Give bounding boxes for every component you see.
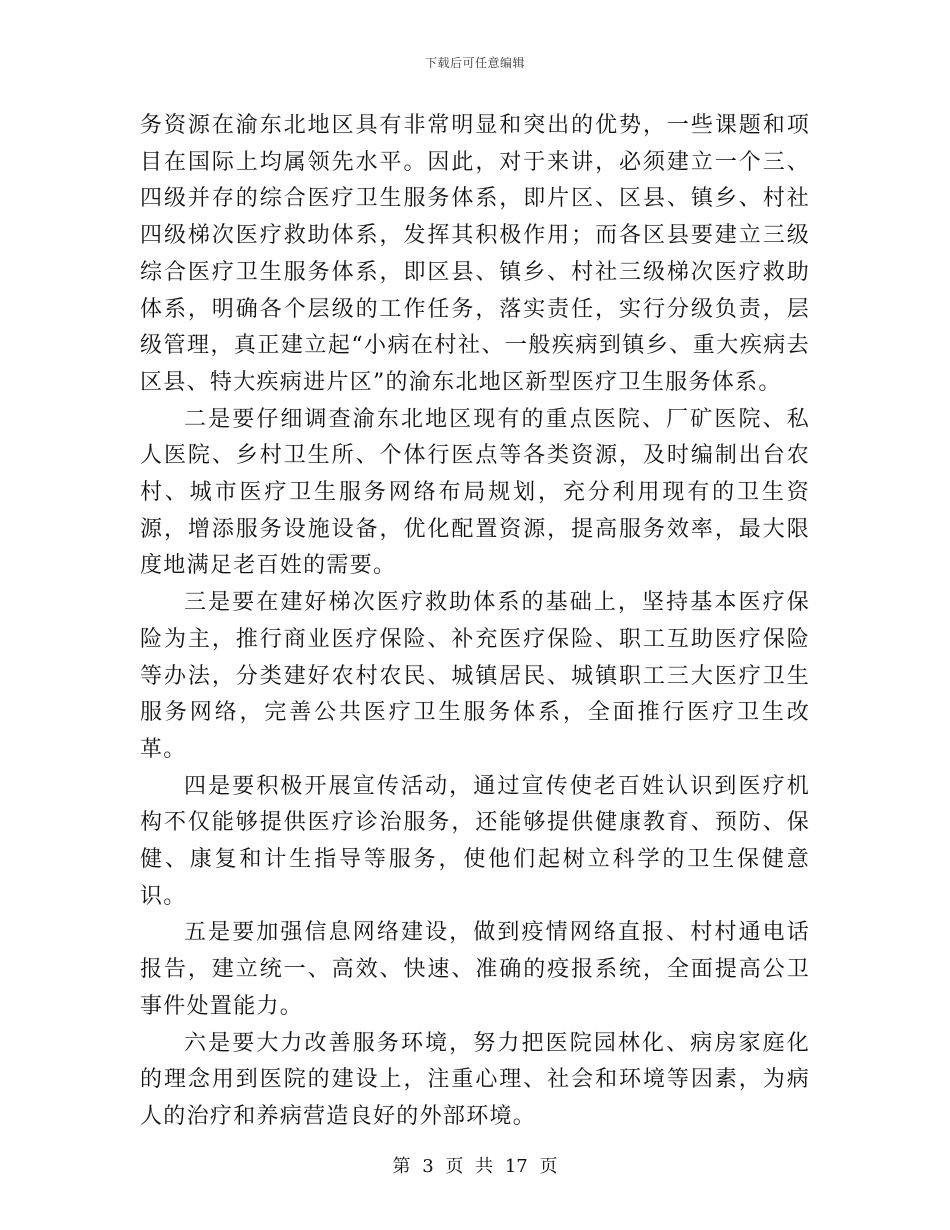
paragraph-point-five: 五是要加强信息网络建设，做到疫情网络直报、村村通电话报告，建立统一、高效、快速、准确的疫报系统，全面提高公卫事件处置能力。 — [140, 920, 810, 1019]
paragraph-point-two: 二是要仔细调查渝东北地区现有的重点医院、厂矿医院、私人医院、乡村卫生所、个体行医点等各类资源，及时编制出台农村、城市医疗卫生服务网络布局规划，充分利用现有的卫生资源，增添服务设施设备，优化配置资源，提高服务效率，最大限度地满足老百姓的需要。 — [140, 406, 810, 579]
document-body — [140, 108, 810, 1136]
page-number-footer: 第 3 页 共 17 页 — [392, 1156, 558, 1177]
paragraph-continuation: 务资源在渝东北地区具有非常明显和突出的优势，一些课题和项目在国际上均属领先水平。因此，对于来讲，必须建立一个三、四级并存的综合医疗卫生服务体系，即片区、区县、镇乡、村社四级梯次医疗救助体系，发挥其积极作用；而各区县要建立三级综合医疗卫生服务体系，即区县、镇乡、村社三级梯次医疗救助体系，明确各个层级的工作任务，落实责任，实行分级负责，层级管理，真正建立起“小病在村社、一般疾病到镇乡、重大疾病去区县、特大疾病进片区”的渝东北地区新型医疗卫生服务体系。 — [140, 113, 810, 395]
header-note: 下载后可任意编辑 — [424, 56, 525, 70]
paragraph-point-six: 六是要大力改善服务环境，努力把医院园林化、病房家庭化的理念用到医院的建设上，注重心理、社会和环境等因素，为病人的治疗和养病营造良好的外部环境。 — [140, 1030, 810, 1129]
paragraph-point-three: 三是要在建好梯次医疗救助体系的基础上，坚持基本医疗保险为主，推行商业医疗保险、补充医疗保险、职工互助医疗保险等办法，分类建好农村农民、城镇居民、城镇职工三大医疗卫生服务网络，完善公共医疗卫生服务体系，全面推行医疗卫生改革。 — [140, 590, 810, 762]
paragraph-point-four: 四是要积极开展宣传活动，通过宣传使老百姓认识到医疗机构不仅能够提供医疗诊治服务，还能够提供健康教育、预防、保健、康复和计生指导等服务，使他们起树立科学的卫生保健意识。 — [140, 773, 810, 909]
